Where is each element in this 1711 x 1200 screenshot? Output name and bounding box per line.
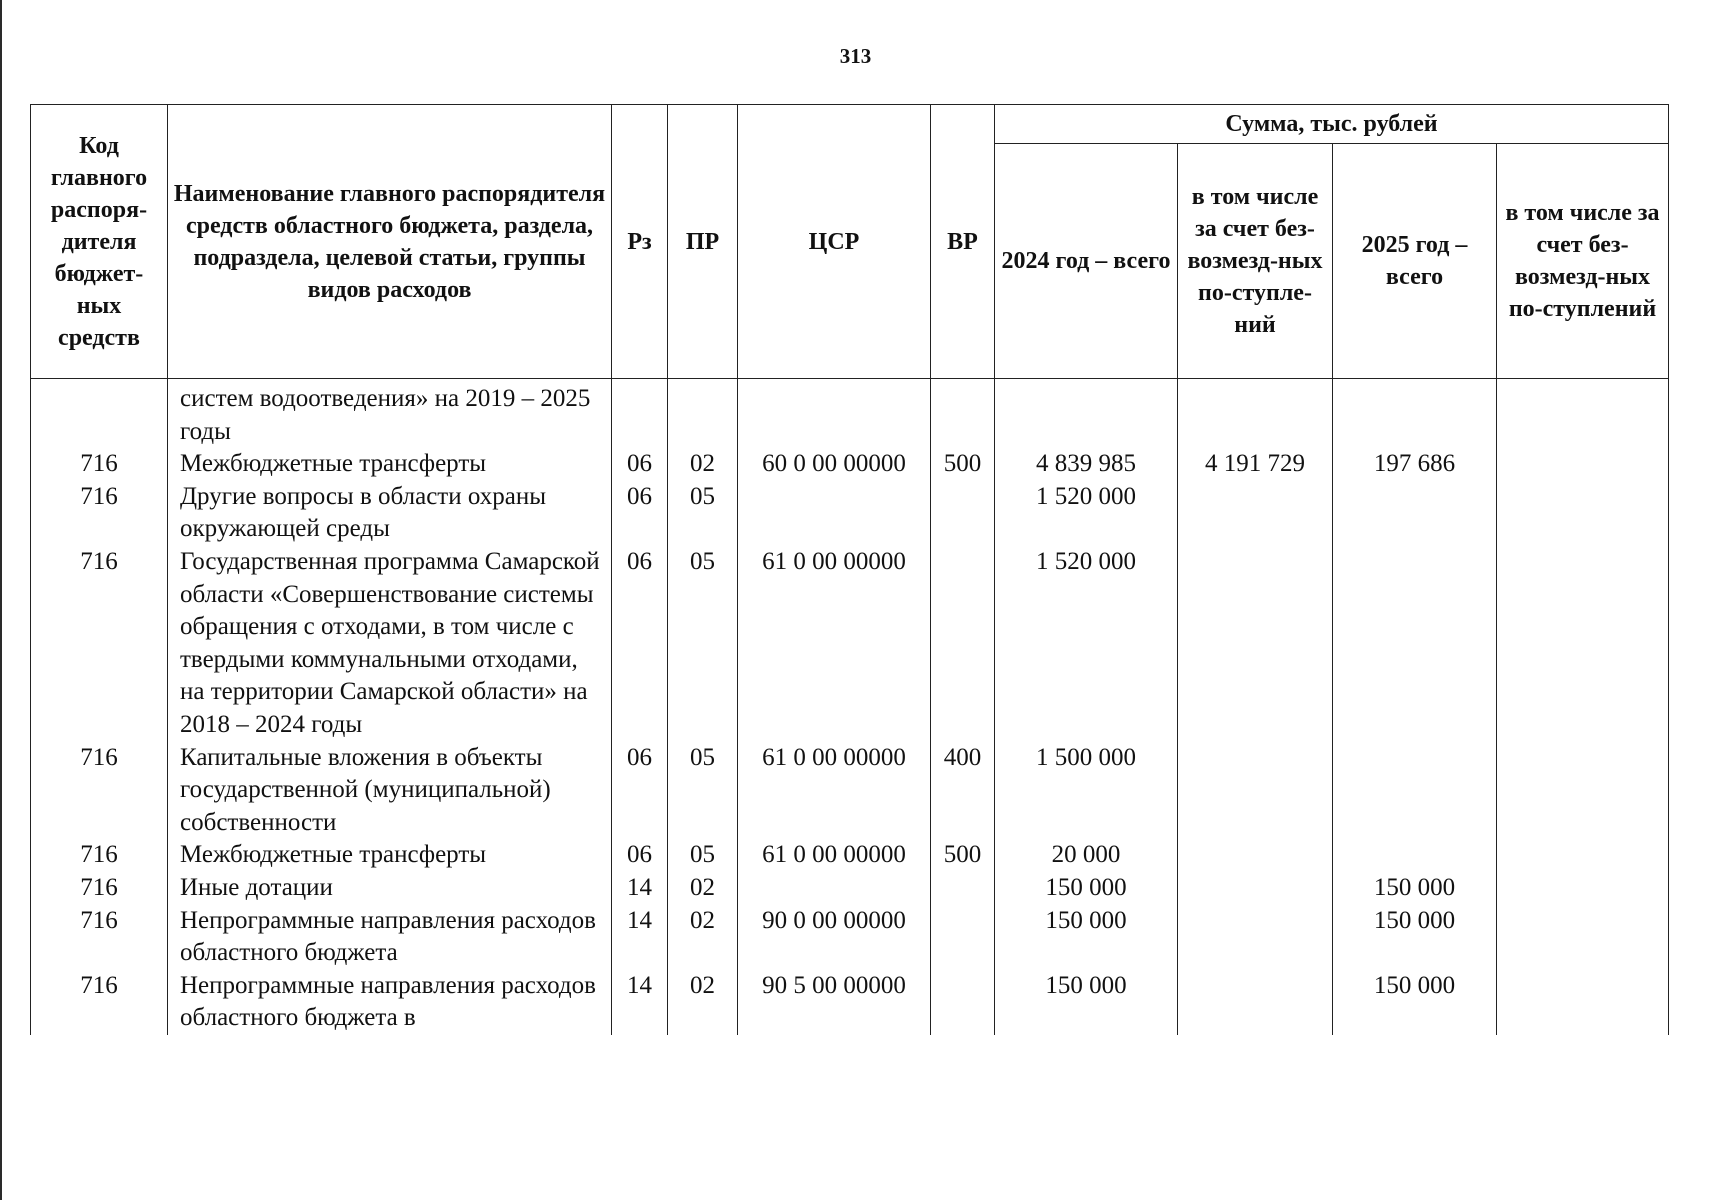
cell-2024-total: 150 000 [995,970,1178,1035]
table-row [31,872,1669,905]
cell-vr: 500 [931,448,995,481]
budget-table [30,104,1669,1035]
cell-2025-total [1333,839,1497,872]
cell-code: 716 [31,905,168,970]
cell-pr: 02 [668,872,738,905]
cell-2025-free [1497,546,1669,742]
cell-2025-free [1497,481,1669,546]
cell-2024-total: 150 000 [995,905,1178,970]
table-row [31,546,1669,742]
cell-2024-free [1178,839,1333,872]
cell-2024-free: 4 191 729 [1178,448,1333,481]
cell-code [31,379,168,449]
cell-2025-total [1333,379,1497,449]
cell-pr: 02 [668,905,738,970]
cell-code: 716 [31,970,168,1035]
cell-name: Межбюджетные трансферты [168,839,612,872]
cell-csr: 90 5 00 00000 [738,970,931,1035]
table-row [31,742,1669,840]
cell-2024-total: 4 839 985 [995,448,1178,481]
cell-2025-total: 197 686 [1333,448,1497,481]
cell-pr: 02 [668,448,738,481]
cell-2024-free [1178,742,1333,840]
header-2025-total: 2025 год – всего [1333,144,1497,379]
cell-name: систем водоотведения» на 2019 – 2025 годы [168,379,612,449]
cell-name: Непрограммные направления расходов областного бюджета [168,905,612,970]
header-pr: ПР [668,105,738,379]
cell-csr: 60 0 00 00000 [738,448,931,481]
cell-2025-free [1497,448,1669,481]
cell-code: 716 [31,742,168,840]
cell-2024-total: 1 500 000 [995,742,1178,840]
cell-name: Другие вопросы в области охраны окружающей среды [168,481,612,546]
cell-2025-free [1497,742,1669,840]
cell-name: Государственная программа Самарской области «Совершенствование системы обращения с отходами, в том числе с твердыми коммунальными отходами, на территории Самарской области» на 2018 – 2024 годы [168,546,612,742]
cell-vr [931,481,995,546]
cell-2024-free [1178,872,1333,905]
cell-csr: 61 0 00 00000 [738,546,931,742]
cell-2025-free [1497,970,1669,1035]
cell-rz: 14 [612,970,668,1035]
cell-pr: 05 [668,546,738,742]
cell-csr: 61 0 00 00000 [738,839,931,872]
cell-rz: 14 [612,905,668,970]
cell-2025-free [1497,872,1669,905]
table-row [31,379,1669,449]
cell-2025-free [1497,379,1669,449]
cell-vr [931,970,995,1035]
cell-2025-total [1333,481,1497,546]
cell-pr: 05 [668,839,738,872]
header-2024-free: в том числе за счет без-возмезд-ных по-ступле-ний [1178,144,1333,379]
cell-vr: 400 [931,742,995,840]
cell-code: 716 [31,839,168,872]
cell-vr [931,546,995,742]
cell-rz [612,379,668,449]
cell-csr: 61 0 00 00000 [738,742,931,840]
cell-name: Капитальные вложения в объекты государственной (муниципальной) собственности [168,742,612,840]
header-2024-total: 2024 год – всего [995,144,1178,379]
cell-pr: 02 [668,970,738,1035]
cell-csr: 90 0 00 00000 [738,905,931,970]
cell-rz: 06 [612,448,668,481]
cell-2024-free [1178,379,1333,449]
cell-2024-free [1178,481,1333,546]
table-row [31,970,1669,1035]
cell-vr [931,379,995,449]
page-number: 313 [839,44,872,68]
cell-pr: 05 [668,481,738,546]
table-body [31,379,1669,1035]
table-header [31,105,1669,379]
cell-2024-total: 1 520 000 [995,481,1178,546]
cell-2025-total [1333,742,1497,840]
cell-vr [931,872,995,905]
cell-2025-free [1497,905,1669,970]
cell-name: Непрограммные направления расходов областного бюджета в [168,970,612,1035]
cell-code: 716 [31,546,168,742]
cell-rz: 14 [612,872,668,905]
header-csr: ЦСР [738,105,931,379]
header-vr: ВР [931,105,995,379]
header-code: Код главного распоря-дителя бюджет-ных средств [31,105,168,379]
header-name: Наименование главного распорядителя средств областного бюджета, раздела, подраздела, целевой статьи, группы видов расходов [168,105,612,379]
cell-csr [738,872,931,905]
cell-2024-free [1178,546,1333,742]
cell-vr [931,905,995,970]
cell-rz: 06 [612,481,668,546]
cell-rz: 06 [612,742,668,840]
cell-code: 716 [31,448,168,481]
cell-2025-total: 150 000 [1333,905,1497,970]
cell-name: Межбюджетные трансферты [168,448,612,481]
cell-rz: 06 [612,839,668,872]
header-2025-free: в том числе за счет без-возмезд-ных по-ступлений [1497,144,1669,379]
cell-rz: 06 [612,546,668,742]
cell-2024-total: 1 520 000 [995,546,1178,742]
cell-pr [668,379,738,449]
cell-2024-total: 20 000 [995,839,1178,872]
header-sum: Сумма, тыс. рублей [995,105,1669,144]
cell-code: 716 [31,872,168,905]
cell-2024-total [995,379,1178,449]
cell-2025-free [1497,839,1669,872]
cell-2025-total: 150 000 [1333,970,1497,1035]
header-rz: Рз [612,105,668,379]
cell-2024-total: 150 000 [995,872,1178,905]
cell-pr: 05 [668,742,738,840]
table-row [31,905,1669,970]
cell-name: Иные дотации [168,872,612,905]
cell-csr [738,379,931,449]
cell-csr [738,481,931,546]
cell-2024-free [1178,905,1333,970]
cell-2025-total [1333,546,1497,742]
table-row [31,481,1669,546]
cell-code: 716 [31,481,168,546]
cell-2025-total: 150 000 [1333,872,1497,905]
page-edge-line [0,0,2,1200]
table-row [31,839,1669,872]
table-row [31,448,1669,481]
cell-vr: 500 [931,839,995,872]
cell-2024-free [1178,970,1333,1035]
